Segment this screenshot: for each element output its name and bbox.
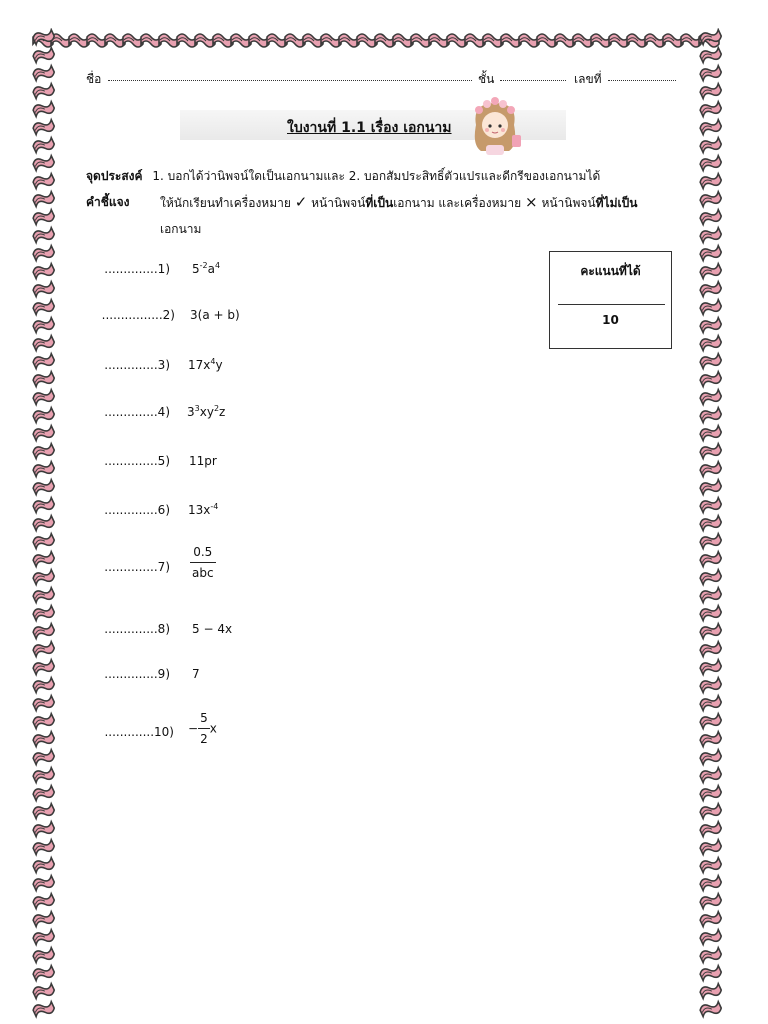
instruction-line2: เอกนาม	[160, 222, 202, 236]
objective-text: 1. บอกได้ว่านิพจน์ใดเป็นเอกนามและ 2. บอกสัมประสิทธิ์ตัวแปรและดีกรีของเอกนามได้	[152, 169, 601, 183]
score-total: 10	[602, 313, 619, 327]
expression-1: $5^{-2}a^4$	[192, 261, 221, 276]
objective-label: จุดประสงค์	[86, 169, 143, 183]
expression-10: − $\frac{5}{2}$ x	[188, 711, 217, 746]
worksheet-title: ใบงานที่ 1.1 เรื่อง เอกนาม	[287, 120, 452, 136]
answer-blank-8[interactable]: ..............8)	[104, 622, 170, 636]
instruction-part4: หน้านิพจน์	[541, 196, 596, 210]
girl-illustration-icon	[462, 95, 528, 157]
objective-row	[86, 167, 600, 186]
expression-2: 3(a + b)	[190, 308, 240, 322]
number-field[interactable]	[608, 80, 676, 81]
expression-8: 5 − 4x	[192, 622, 233, 636]
fraction: $\frac{0.5}{\text{abc}}$	[192, 545, 214, 580]
answer-blank-6[interactable]: ..............6)	[104, 503, 170, 517]
score-box	[549, 251, 672, 349]
answer-blank-9[interactable]: ..............9)	[104, 667, 170, 681]
instruction-part2: หน้านิพจน์	[311, 196, 366, 210]
instruction-part3: เอกนาม และเครื่องหมาย	[393, 196, 522, 210]
check-mark-icon: ✓	[294, 193, 308, 211]
decorative-border-right	[697, 28, 723, 1024]
instruction-text	[160, 193, 637, 213]
answer-blank-5[interactable]: ..............5)	[104, 454, 170, 468]
expression-6: $13x^{-4}$	[188, 502, 219, 517]
score-label: คะแนนที่ได้	[580, 264, 641, 278]
instruction-label: คำชี้แจง	[86, 195, 130, 209]
instruction-not-text: ที่ไม่เป็น	[595, 196, 638, 210]
decorative-border-top	[32, 28, 722, 54]
score-divider	[558, 304, 665, 305]
expression-7	[190, 545, 216, 580]
cross-mark-icon: ×	[525, 193, 538, 211]
answer-blank-7[interactable]: ..............7)	[104, 560, 170, 574]
class-field[interactable]	[500, 80, 566, 81]
fraction: $\frac{5}{2}$	[200, 711, 208, 746]
expression-3: $17x^4y$	[188, 357, 223, 372]
answer-blank-3[interactable]: ..............3)	[104, 358, 170, 372]
instruction-is-text: ที่เป็น	[365, 196, 394, 210]
class-label: ชั้น	[478, 72, 495, 86]
decorative-border-left	[30, 28, 56, 1024]
answer-blank-4[interactable]: ..............4)	[104, 405, 170, 419]
answer-blank-10[interactable]: .............10)	[104, 725, 174, 739]
name-field[interactable]	[108, 80, 472, 81]
student-info-row	[86, 70, 676, 90]
instruction-part1: ให้นักเรียนทำเครื่องหมาย	[160, 196, 291, 210]
answer-blank-2[interactable]: ................2)	[101, 308, 175, 322]
answer-blank-1[interactable]: ..............1)	[104, 262, 170, 276]
name-label: ชื่อ	[86, 72, 102, 86]
expression-9: 7	[192, 667, 200, 681]
number-label: เลขที่	[574, 72, 602, 86]
expression-5: 11pr	[189, 454, 217, 468]
expression-4: $3^3xy^2z$	[187, 404, 226, 419]
